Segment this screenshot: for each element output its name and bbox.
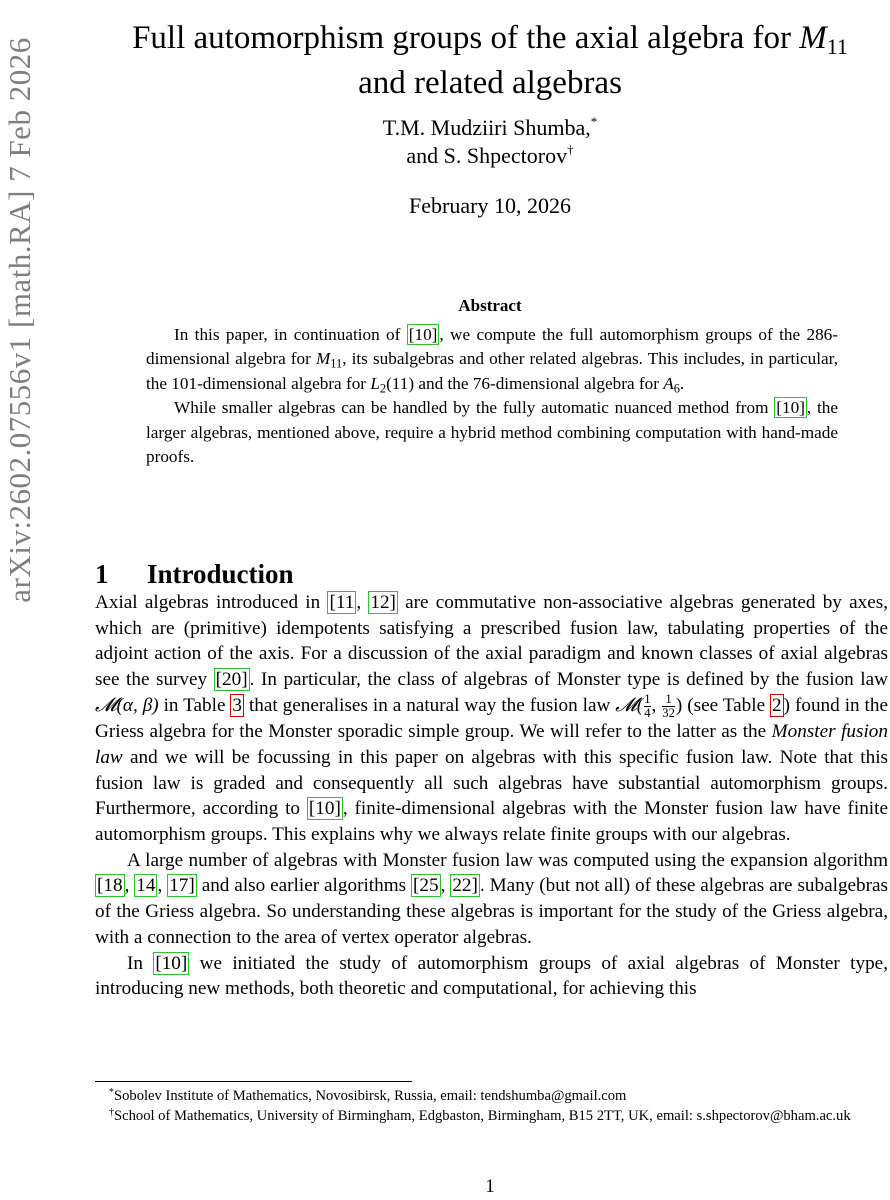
arxiv-identifier-stamp (2, 0, 38, 640)
author-list (90, 114, 890, 170)
fusion-law-symbol: 𝓜(α, β) (95, 694, 159, 716)
citation-link[interactable]: 14 (136, 875, 156, 897)
body-paragraph: Axial algebras introduced in [11 , 12] are commutative non-associative algebras generated by axes, which are (primitive) idempotents satisfying a prescribed fusion law, tabulating properties of the adjoint action of the axis. For a discussion of the axial paradigm and known classes of axial algebras see the survey [20] . In particular, the class of algebras of Monster type is defined by the fusion law 𝓜(α, β) in Table 3 that generalises in a natural way the fusion law 𝓜( $\frac{1}{4}$ , $\frac{1}{32}$ ) (see Table 2 ) found in the Griess algebra for the Monster sporadic simple group. We will refer to the latter as the Monster fusion law and we will be focussing in this paper on algebras with this specific fusion law. Note that this fusion law is graded and consequently all such algebras have substantial automorphism groups. Furthermore, according to [10] , finite-dimensional algebras with the Monster fusion law have finite automorphism groups. This explains why we always relate finite groups with our algebras. (95, 592, 889, 845)
footnote-item: *Sobolev Institute of Mathematics, Novosibirsk, Russia, email: tendshumba@gmail.com (109, 1087, 627, 1104)
citation-link[interactable]: [20] (215, 669, 248, 691)
abstract-paragraph: While smaller algebras can be handled by the fully automatic nuanced method from [10] , the larger algebras, mentioned above, require a hybrid method combining computation with hand-made proofs. (146, 398, 839, 467)
section-title-text: Introduction (147, 559, 294, 590)
citation-link[interactable]: 12] (370, 592, 396, 613)
section-number: 1 (95, 559, 109, 590)
citation-link[interactable]: [10] (155, 952, 188, 974)
citation-link[interactable]: [10] (308, 798, 341, 820)
abstract-paragraph: In this paper, in continuation of [10] , we compute the full automorphism groups of the 286-dimensional algebra for $M_{11}$, its subalgebras and other related algebras. This includes, in particular, the 101-dimensional algebra for $L_2(11)$ and the 76-dimensional algebra for $A_6$. (146, 325, 838, 396)
fraction: $\frac{1}{4}$ (644, 691, 651, 720)
citation-link[interactable]: 22] (452, 875, 478, 897)
table-reference-link[interactable]: 3 (232, 694, 243, 716)
citation-link[interactable]: [10] (408, 325, 438, 344)
abstract-body (146, 323, 838, 469)
fraction: $\frac{1}{32}$ (662, 691, 675, 720)
publication-date: February 10, 2026 (409, 193, 571, 218)
citation-link[interactable]: [18 (97, 875, 123, 897)
table-reference-link[interactable]: 2 (772, 694, 782, 716)
footnotes (95, 1086, 888, 1126)
abstract-heading: Abstract (458, 296, 522, 315)
footnote-divider (95, 1081, 412, 1082)
author-shpectorov: and S. Shpectorov (406, 143, 568, 168)
footnote-mark[interactable]: † (567, 142, 574, 157)
author-shumba: T.M. Mudziiri Shumba, (382, 115, 591, 140)
page-number: 1 (485, 1176, 495, 1197)
body-paragraph: In [10] we initiated the study of automorphism groups of axial algebras of Monster type, introducing new methods, both theoretic and computational, for achieving this (95, 952, 888, 1000)
section-body (95, 590, 888, 1002)
body-paragraph: A large number of algebras with Monster fusion law was computed using the expansion algorithm [18 , 14 , 17] and also earlier algorithms [25 , 22] . Many (but not all) of these algebras are subalgebras of the Griess algebra. So understanding these algebras is important for the study of the Griess algebra, with a connection to the area of vertex operator algebras. (95, 849, 889, 948)
citation-link[interactable]: [10] (776, 398, 805, 418)
citation-link[interactable]: 17] (169, 875, 195, 897)
footnote-mark[interactable]: * (590, 114, 598, 129)
paper-title: Full automorphism groups of the axial algebra for $M_{11}$ and related algebras (132, 20, 848, 102)
section-heading (95, 556, 885, 592)
emphasis: Monster fusion law (95, 721, 888, 768)
footnote-item: †School of Mathematics, University of Birmingham, Edgbaston, Birmingham, B15 2TT, UK, email: s.shpectorov@bham.ac.uk (109, 1107, 851, 1124)
arxiv-identifier-text: arXiv:2602.07556v1 [math.RA] 7 Feb 2026 (2, 37, 37, 603)
citation-link[interactable]: [11 (329, 592, 355, 613)
citation-link[interactable]: [25 (413, 875, 439, 897)
